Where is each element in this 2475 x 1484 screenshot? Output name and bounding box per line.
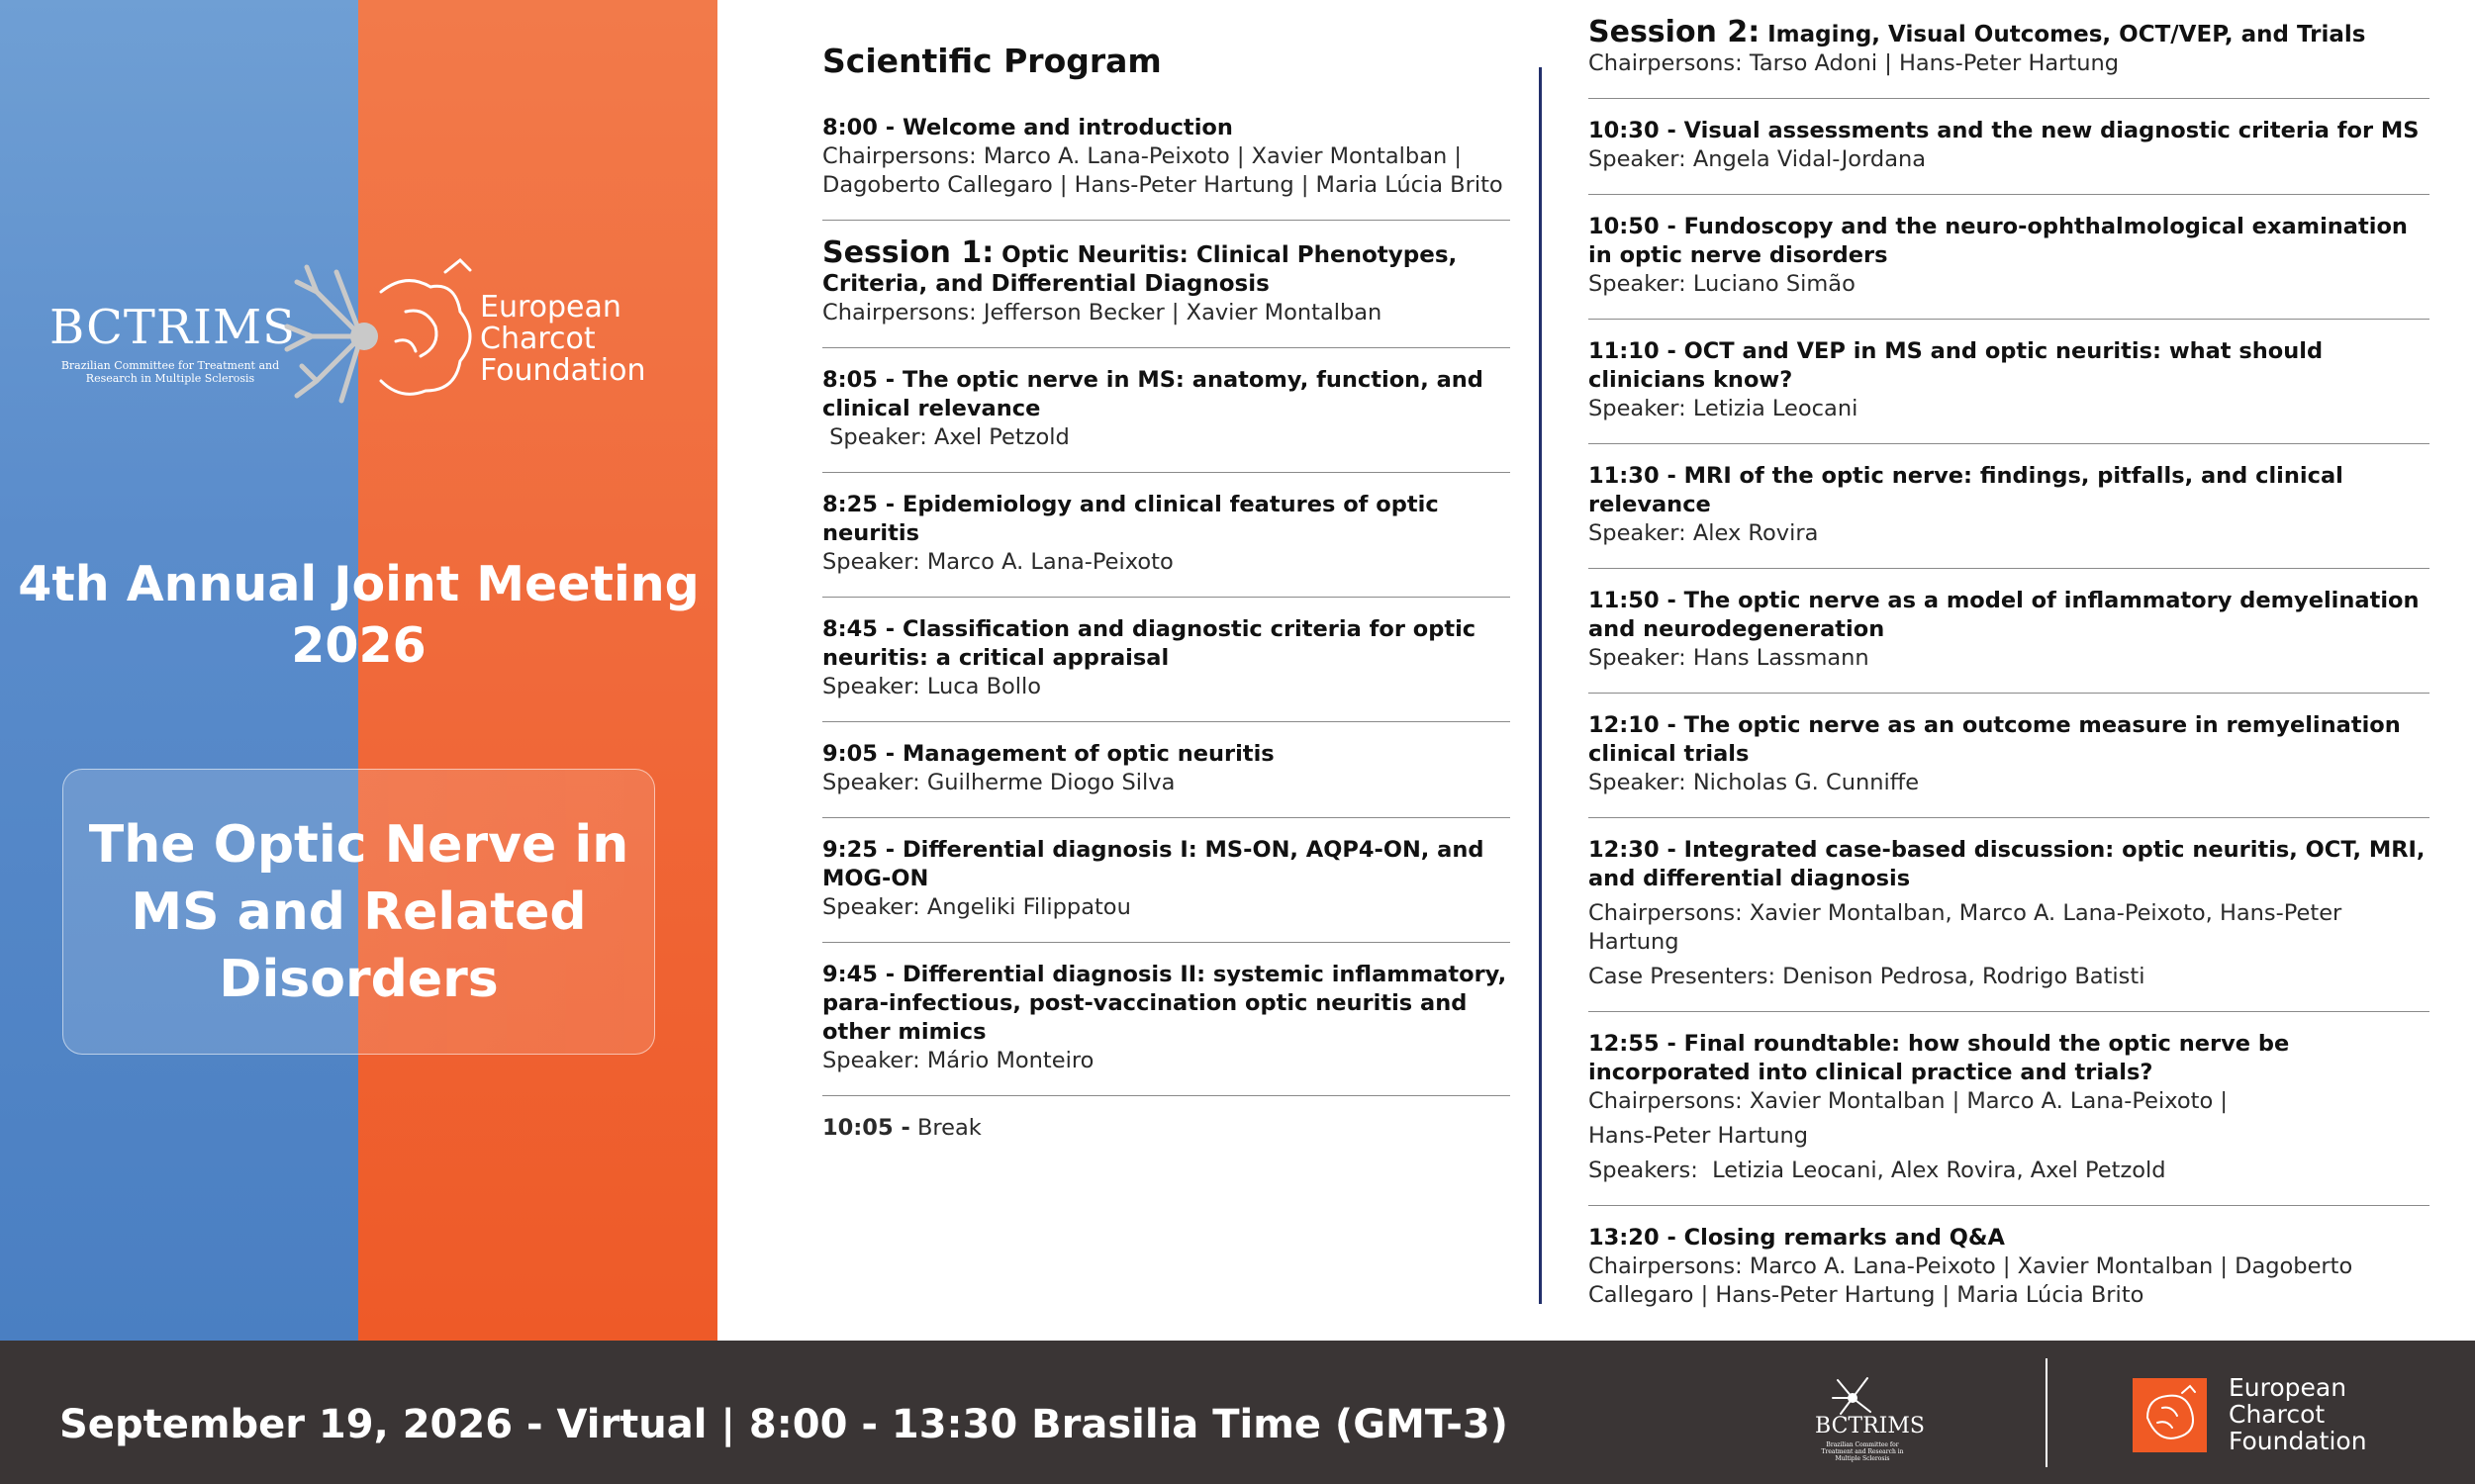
bctrims-logo-word: BCTRIMS bbox=[49, 300, 297, 355]
item-detail: Speaker: Alex Rovira bbox=[1588, 520, 1819, 546]
item-heading: 12:10 - The optic nerve as an outcome measure in remyelination clinical trials bbox=[1588, 712, 2401, 767]
program-title: Scientific Program bbox=[822, 42, 1162, 80]
footer-ecf-name: European Charcot Foundation bbox=[2229, 1373, 2367, 1455]
item-detail: Chairpersons: Tarso Adoni | Hans-Peter Hartung bbox=[1588, 50, 2120, 76]
item-heading: 9:05 - Management of optic neuritis bbox=[822, 741, 1275, 767]
item-detail: Speaker: Angela Vidal-Jordana bbox=[1588, 146, 1927, 172]
item-detail: Speaker: Luca Bollo bbox=[822, 674, 1042, 699]
program-item bbox=[822, 114, 1510, 221]
program-item bbox=[822, 491, 1510, 598]
topic-box bbox=[62, 769, 655, 1055]
item-heading: 9:45 - Differential diagnosis II: systemic inflammatory, para-infectious, post-vaccination optic neuritis and other mimics bbox=[822, 962, 1507, 1045]
program-item bbox=[1588, 462, 2429, 569]
program-item bbox=[822, 836, 1510, 943]
item-heading: 13:20 - Closing remarks and Q&A bbox=[1588, 1225, 2005, 1251]
item-heading: 8:00 - Welcome and introduction bbox=[822, 115, 1233, 140]
program-item bbox=[1588, 836, 2429, 1012]
program-item bbox=[822, 961, 1510, 1096]
item-heading: 8:45 - Classification and diagnostic criteria for optic neuritis: a critical appraisal bbox=[822, 616, 1476, 671]
meeting-title bbox=[0, 554, 717, 677]
session-title: Optic Neuritis: Clinical Phenotypes, Criteria, and Differential Diagnosis bbox=[822, 242, 1458, 297]
item-detail: Chairpersons: Xavier Montalban, Marco A. Lana-Peixoto, Hans-Peter Hartung bbox=[1588, 900, 2342, 955]
item-detail: Speaker: Guilherme Diogo Silva bbox=[822, 770, 1176, 795]
program-item bbox=[1588, 213, 2429, 320]
item-heading: 12:30 - Integrated case-based discussion: optic neuritis, OCT, MRI, and differential diagnosis bbox=[1588, 837, 2426, 891]
item-heading: 8:05 - The optic nerve in MS: anatomy, function, and clinical relevance bbox=[822, 367, 1483, 421]
item-detail: Speaker: Axel Petzold bbox=[822, 424, 1070, 450]
item-detail: Speakers: Letizia Leocani, Alex Rovira, Axel Petzold bbox=[1588, 1158, 2166, 1183]
session-1-header bbox=[822, 235, 1510, 348]
footer-logo-separator bbox=[2046, 1358, 2047, 1467]
meeting-title-line1: 4th Annual Joint Meeting bbox=[18, 556, 700, 612]
item-heading: 9:25 - Differential diagnosis I: MS-ON, AQP4-ON, and MOG-ON bbox=[822, 837, 1484, 891]
program-item bbox=[822, 740, 1510, 818]
program-item bbox=[822, 366, 1510, 473]
break-label: Break bbox=[916, 1115, 982, 1141]
program-item bbox=[822, 615, 1510, 722]
item-detail: Chairpersons: Marco A. Lana-Peixoto | Xavier Montalban | Dagoberto Callegaro | Hans-Peter Hartung | Maria Lúcia Brito bbox=[822, 143, 1503, 198]
meeting-title-line2: 2026 bbox=[291, 617, 427, 674]
program-item bbox=[1588, 587, 2429, 694]
topic-title: The Optic Nerve in MS and Related Disorders bbox=[88, 814, 629, 1009]
neuron-logo-icon bbox=[1813, 1368, 1922, 1418]
program-item bbox=[1588, 337, 2429, 444]
program-item bbox=[1588, 1030, 2429, 1206]
item-detail: Speaker: Marco A. Lana-Peixoto bbox=[822, 549, 1174, 575]
bctrims-logo-subtitle: Brazilian Committee for Treatment and Research in Multiple Sclerosis bbox=[60, 359, 280, 385]
program-left-column bbox=[822, 38, 1510, 1180]
item-heading: 11:10 - OCT and VEP in MS and optic neuritis: what should clinicians know? bbox=[1588, 338, 2324, 393]
item-detail: Hans-Peter Hartung bbox=[1588, 1123, 1809, 1149]
footer-bctrims-logo bbox=[1813, 1368, 1925, 1462]
session-2-header bbox=[1588, 15, 2429, 99]
item-heading: 11:30 - MRI of the optic nerve: findings, pitfalls, and clinical relevance bbox=[1588, 463, 2343, 517]
item-heading: 11:50 - The optic nerve as a model of inflammatory demyelination and neurodegeneration bbox=[1588, 588, 2420, 642]
program-right-column bbox=[1588, 15, 2429, 1347]
brain-outline-icon bbox=[2133, 1378, 2207, 1452]
program-item bbox=[1588, 711, 2429, 818]
item-detail: Speaker: Luciano Simão bbox=[1588, 271, 1856, 297]
program-item bbox=[1588, 1224, 2429, 1330]
column-divider bbox=[1539, 67, 1542, 1304]
session-label: Session 1: bbox=[822, 235, 995, 270]
item-detail: Case Presenters: Denison Pedrosa, Rodrigo Batisti bbox=[1588, 964, 2145, 989]
event-date-info: September 19, 2026 - Virtual | 8:00 - 13:30 Brasilia Time (GMT-3) bbox=[59, 1402, 1508, 1447]
footer-bar bbox=[0, 1341, 2475, 1484]
item-detail: Chairpersons: Marco A. Lana-Peixoto | Xavier Montalban | Dagoberto Callegaro | Hans-Peter Hartung | Maria Lúcia Brito bbox=[1588, 1253, 2353, 1308]
neuron-brain-logo-icon bbox=[257, 252, 505, 420]
program-item bbox=[1588, 117, 2429, 195]
item-detail: Chairpersons: Xavier Montalban | Marco A. Lana-Peixoto | bbox=[1588, 1088, 2228, 1114]
footer-bctrims-word: BCTRIMS bbox=[1815, 1414, 1925, 1438]
break-time: 10:05 - bbox=[822, 1115, 910, 1141]
item-heading: 10:30 - Visual assessments and the new diagnostic criteria for MS bbox=[1588, 118, 2420, 143]
item-detail: Speaker: Angeliki Filippatou bbox=[822, 894, 1131, 920]
item-heading: 10:50 - Fundoscopy and the neuro-ophthalmological examination in optic nerve disorders bbox=[1588, 214, 2408, 268]
item-detail: Speaker: Nicholas G. Cunniffe bbox=[1588, 770, 1920, 795]
header-logos bbox=[40, 252, 683, 420]
footer-ecf-logo-icon bbox=[2133, 1378, 2207, 1452]
ecf-logo-name: European Charcot Foundation bbox=[480, 290, 646, 388]
session-title: Imaging, Visual Outcomes, OCT/VEP, and Trials bbox=[1767, 22, 2366, 47]
item-detail: Speaker: Hans Lassmann bbox=[1588, 645, 1869, 671]
break-item bbox=[822, 1114, 1510, 1162]
session-label: Session 2: bbox=[1588, 15, 1761, 49]
item-detail: Speaker: Mário Monteiro bbox=[822, 1048, 1095, 1073]
item-detail: Speaker: Letizia Leocani bbox=[1588, 396, 1858, 421]
item-heading: 12:55 - Final roundtable: how should the optic nerve be incorporated into clinical practice and trials? bbox=[1588, 1031, 2290, 1085]
item-detail: Chairpersons: Jefferson Becker | Xavier Montalban bbox=[822, 300, 1382, 325]
footer-bctrims-subtitle: Brazilian Committee for Treatment and Research in Multiple Sclerosis bbox=[1821, 1441, 1904, 1462]
item-heading: 8:25 - Epidemiology and clinical features of optic neuritis bbox=[822, 492, 1439, 546]
